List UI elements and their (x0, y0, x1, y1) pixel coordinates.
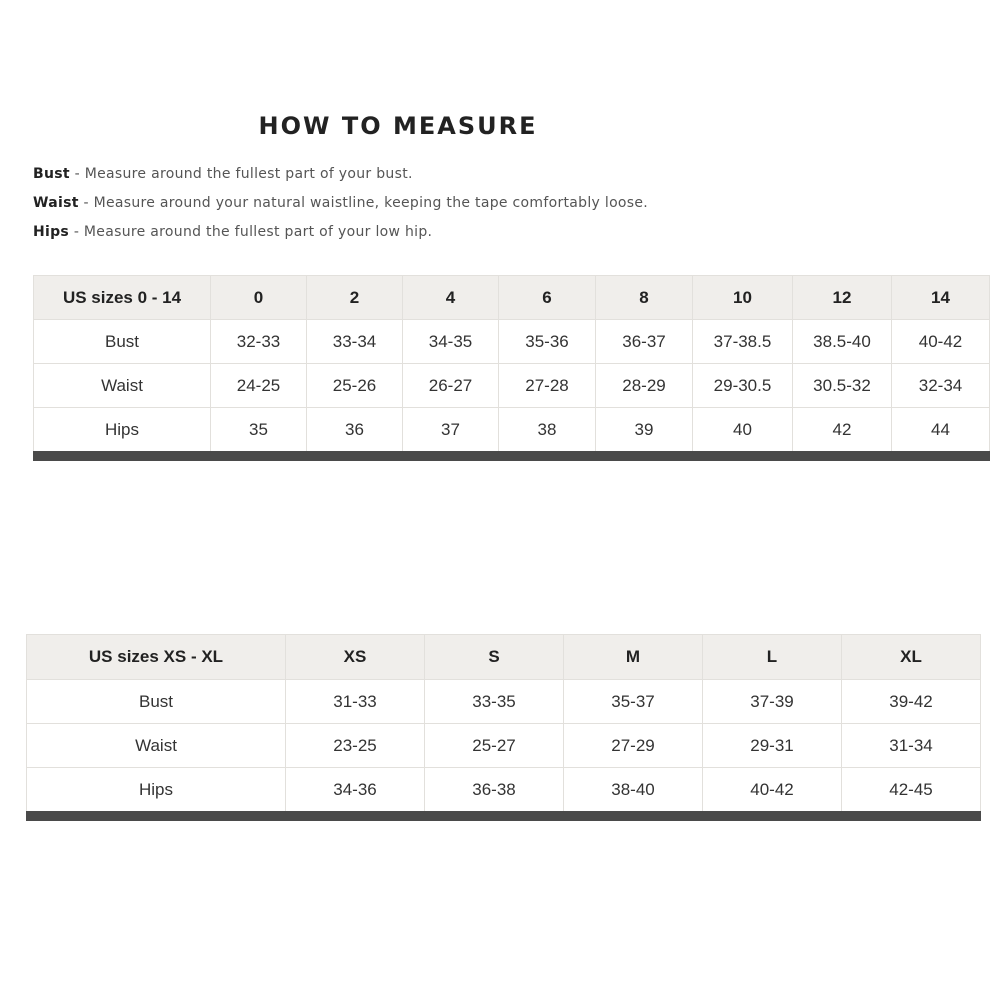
measure-instructions (33, 163, 933, 250)
table-row (34, 408, 990, 457)
table-cell: 36 (307, 408, 403, 457)
table-cell: 34-36 (286, 768, 425, 817)
size-header: L (703, 635, 842, 680)
instruction-text: - Measure around your natural waistline, keeping the tape comfortably loose. (78, 195, 649, 211)
instruction-text: - Measure around the fullest part of your bust. (69, 166, 413, 182)
table-cell: 39 (596, 408, 693, 457)
size-header: 6 (499, 276, 596, 320)
table-cell: 40-42 (892, 320, 990, 364)
table-cell: 35 (211, 408, 307, 457)
size-header: 10 (693, 276, 793, 320)
row-label: Hips (27, 768, 286, 817)
instruction-hips (33, 221, 933, 250)
instruction-term: Hips (33, 224, 70, 240)
table-cell: 29-30.5 (693, 364, 793, 408)
row-label: Waist (34, 364, 211, 408)
table-header-label: US sizes XS - XL (27, 635, 286, 680)
table-cell: 33-35 (425, 680, 564, 724)
instruction-term: Bust (33, 166, 70, 182)
table-cell: 42-45 (842, 768, 981, 817)
table-cell: 31-33 (286, 680, 425, 724)
size-header: S (425, 635, 564, 680)
row-label: Waist (27, 724, 286, 768)
size-header: 2 (307, 276, 403, 320)
table-cell: 38 (499, 408, 596, 457)
table-header-row (27, 635, 981, 680)
page-title: HOW TO MEASURE (258, 112, 538, 140)
table-row (34, 320, 990, 364)
instruction-waist (33, 192, 933, 221)
table-cell: 32-34 (892, 364, 990, 408)
table-cell: 27-29 (564, 724, 703, 768)
table-cell: 34-35 (403, 320, 499, 364)
table-cell: 26-27 (403, 364, 499, 408)
table-cell: 38-40 (564, 768, 703, 817)
table-cell: 32-33 (211, 320, 307, 364)
table-row (27, 724, 981, 768)
row-label: Bust (27, 680, 286, 724)
size-header: 8 (596, 276, 693, 320)
table-cell: 44 (892, 408, 990, 457)
size-header: 14 (892, 276, 990, 320)
table-cell: 39-42 (842, 680, 981, 724)
table-cell: 37 (403, 408, 499, 457)
table-cell: 35-36 (499, 320, 596, 364)
table-cell: 30.5-32 (793, 364, 892, 408)
numeric-size-table (33, 275, 990, 461)
table-cell: 40 (693, 408, 793, 457)
table-cell: 33-34 (307, 320, 403, 364)
table-cell: 36-38 (425, 768, 564, 817)
table-row (27, 680, 981, 724)
size-header: M (564, 635, 703, 680)
table-header-row (34, 276, 990, 320)
instruction-bust (33, 163, 933, 192)
table-cell: 29-31 (703, 724, 842, 768)
table-cell: 42 (793, 408, 892, 457)
instruction-text: - Measure around the fullest part of your low hip. (69, 224, 433, 240)
table-cell: 36-37 (596, 320, 693, 364)
size-header: 4 (403, 276, 499, 320)
table-cell: 37-38.5 (693, 320, 793, 364)
table-cell: 23-25 (286, 724, 425, 768)
table-header-label: US sizes 0 - 14 (34, 276, 211, 320)
row-label: Hips (34, 408, 211, 457)
table-cell: 35-37 (564, 680, 703, 724)
table-cell: 40-42 (703, 768, 842, 817)
table-cell: 31-34 (842, 724, 981, 768)
table-row (27, 768, 981, 817)
table-row (34, 364, 990, 408)
table-cell: 27-28 (499, 364, 596, 408)
table-cell: 25-26 (307, 364, 403, 408)
table-cell: 24-25 (211, 364, 307, 408)
size-header: XL (842, 635, 981, 680)
table-cell: 28-29 (596, 364, 693, 408)
instruction-term: Waist (33, 195, 79, 211)
table-cell: 37-39 (703, 680, 842, 724)
row-label: Bust (34, 320, 211, 364)
table-cell: 38.5-40 (793, 320, 892, 364)
size-header: XS (286, 635, 425, 680)
size-header: 0 (211, 276, 307, 320)
size-header: 12 (793, 276, 892, 320)
table-cell: 25-27 (425, 724, 564, 768)
letter-size-table (26, 634, 981, 821)
